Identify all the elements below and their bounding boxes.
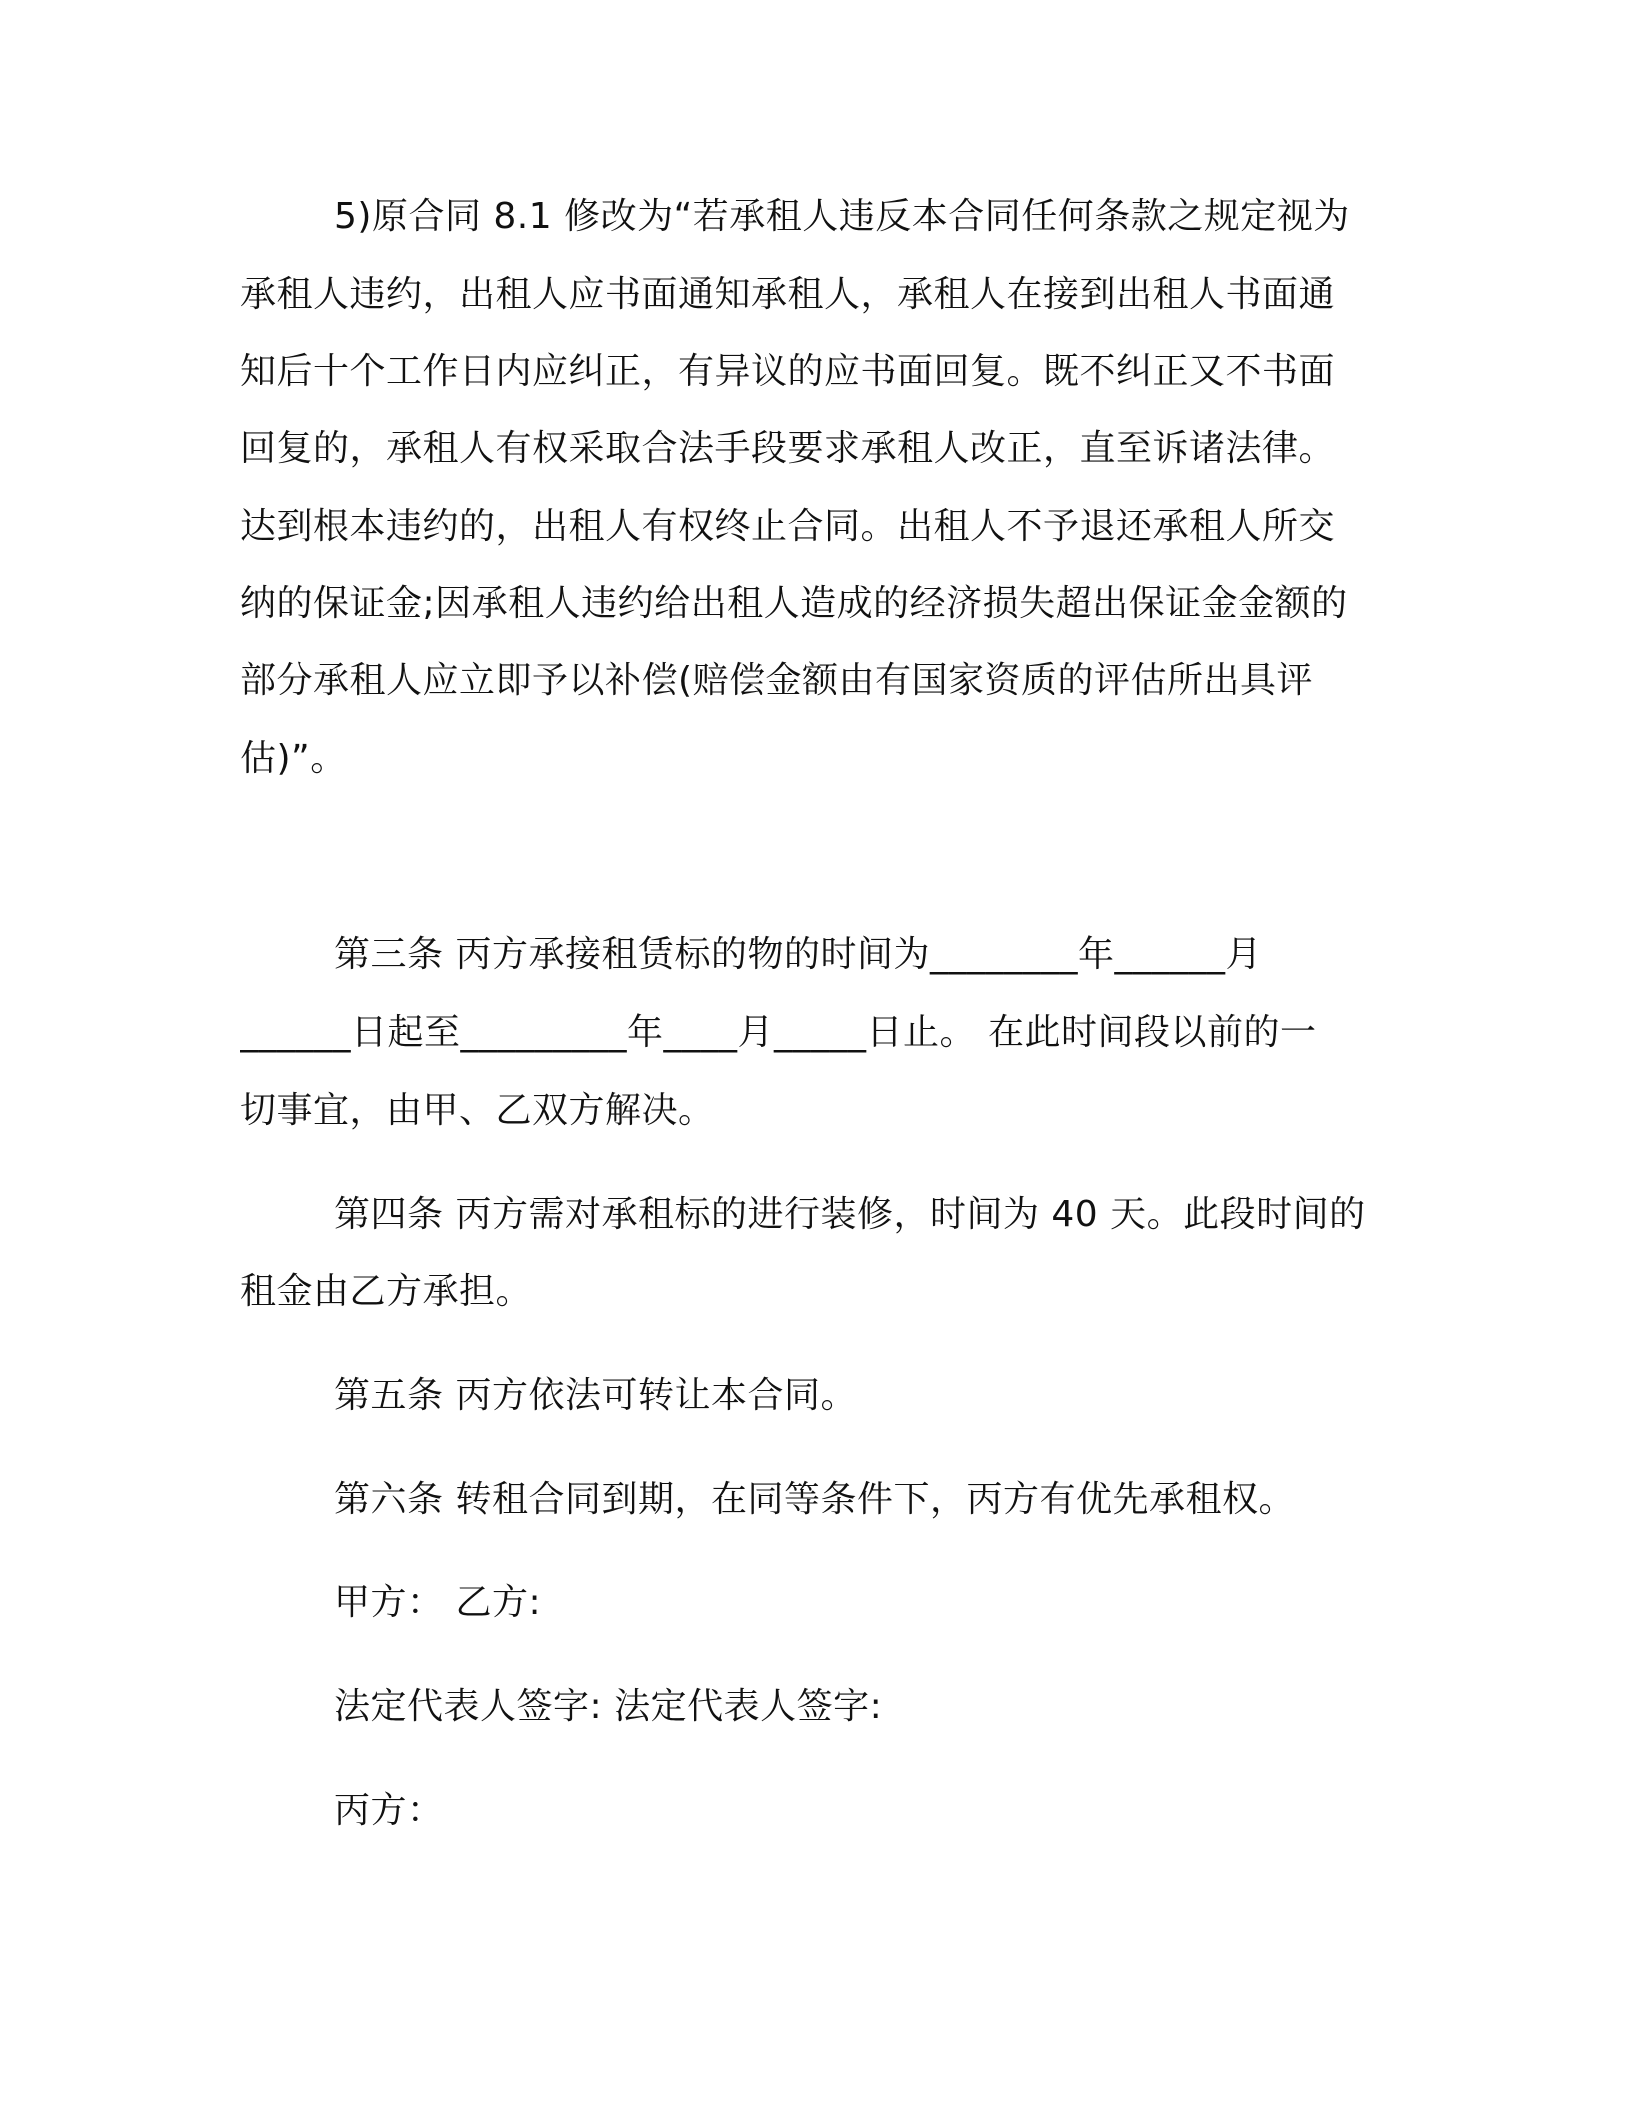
clause-5-line-2: 承租人违约，出租人应书面通知承租人，承租人在接到出租人书面通 bbox=[240, 274, 1336, 315]
clause-5-line-7: 部分承租人应立即予以补偿(赔偿金额由有国家资质的评估所出具评 bbox=[240, 660, 1314, 701]
article-4-line-1: 第四条 丙方需对承租标的进行装修，时间为 40 天。此段时间的 bbox=[334, 1194, 1366, 1235]
clause-5-line-5: 达到根本违约的，出租人有权终止合同。出租人不予退还承租人所交 bbox=[240, 506, 1336, 547]
signature-parties-ab: 甲方： 乙方: bbox=[334, 1582, 542, 1623]
article-4-line-2: 租金由乙方承担。 bbox=[240, 1271, 533, 1312]
clause-5-line-8: 估)”。 bbox=[240, 738, 347, 779]
article-6-text: 第六条 转租合同到期，在同等条件下，丙方有优先承租权。 bbox=[334, 1479, 1295, 1520]
article-3-line-1: 第三条 丙方承接租赁标的物的时间为________年______月 bbox=[334, 934, 1262, 975]
article-3-line-2: ______日起至_________年____月_____日止。 在此时间段以前的一 bbox=[240, 1012, 1317, 1053]
signature-party-c: 丙方： bbox=[334, 1790, 444, 1831]
clause-5-line-1: 5)原合同 8.1 修改为“若承租人违反本合同任何条款之规定视为 bbox=[334, 196, 1350, 237]
clause-5-line-4: 回复的，承租人有权采取合法手段要求承租人改正，直至诉诸法律。 bbox=[240, 428, 1336, 469]
signature-representatives: 法定代表人签字: 法定代表人签字: bbox=[334, 1686, 883, 1727]
clause-5-line-3: 知后十个工作日内应纠正，有异议的应书面回复。既不纠正又不书面 bbox=[240, 351, 1336, 392]
article-5-text: 第五条 丙方依法可转让本合同。 bbox=[334, 1375, 857, 1416]
clause-5-line-6: 纳的保证金;因承租人违约给出租人造成的经济损失超出保证金金额的 bbox=[240, 583, 1348, 624]
article-3-line-3: 切事宜，由甲、乙双方解决。 bbox=[240, 1090, 715, 1131]
